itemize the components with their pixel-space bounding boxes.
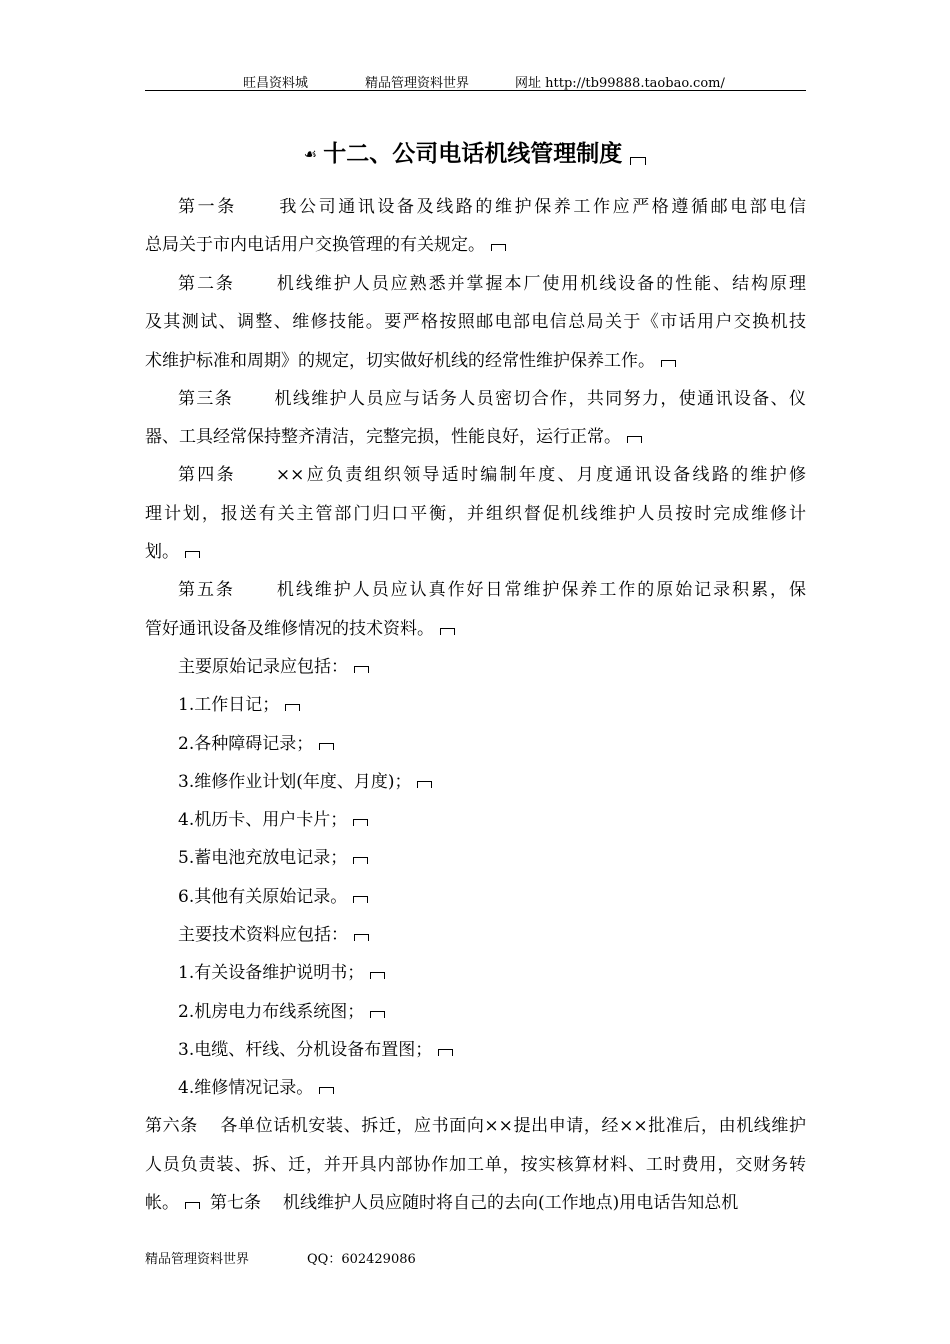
article-4-line-1: 第四条 ××应负责组织领导适时编制年度、月度通讯设备线路的维护修 <box>178 465 806 485</box>
paragraph-mark-icon <box>185 1202 200 1209</box>
header-left: 旺昌资料城 <box>243 76 309 91</box>
list-item: 5.蓄电池充放电记录； <box>178 846 368 870</box>
list-item: 2.各种障碍记录； <box>178 732 334 756</box>
list-item: 4.机历卡、用户卡片； <box>178 808 368 832</box>
article-6-line-2: 人员负责装、拆、迁，并开具内部协作加工单，按实核算材料、工时费用，交财务转 <box>145 1155 806 1175</box>
paragraph-mark-icon <box>354 934 369 941</box>
paragraph-mark-icon <box>370 972 385 979</box>
paragraph-mark-icon <box>440 628 455 635</box>
paragraph-mark-icon <box>627 436 642 443</box>
footer-left: 精品管理资料世界 <box>145 1252 250 1267</box>
paragraph-mark-icon <box>185 551 200 558</box>
paragraph-mark-icon <box>370 1011 385 1018</box>
page-header <box>145 70 806 91</box>
article-5-line-2: 管好通讯设备及维修情况的技术资料。 <box>145 617 455 641</box>
paragraph-mark-icon <box>319 1087 334 1094</box>
paragraph-mark-icon <box>353 819 368 826</box>
article-7-label: 第七条 <box>210 1193 261 1213</box>
article-4-line-2: 理计划，报送有关主管部门归口平衡，并组织督促机线维护人员按时完成维修计 <box>145 504 806 524</box>
list-item: 1.工作日记； <box>178 693 300 717</box>
page-footer <box>145 1248 416 1267</box>
list-item: 4.维修情况记录。 <box>178 1076 334 1100</box>
paragraph-mark-icon <box>319 743 334 750</box>
paragraph-mark-icon <box>417 781 432 788</box>
title-text: 十二、公司电话机线管理制度 <box>323 141 623 167</box>
paragraph-mark-icon <box>285 704 300 711</box>
fleuron-icon: ☙ <box>303 145 318 163</box>
paragraph-mark-icon <box>661 360 676 367</box>
header-middle: 精品管理资料世界 <box>365 76 470 91</box>
paragraph-mark-icon <box>630 157 646 165</box>
page-title <box>0 135 950 168</box>
article-1-line-2: 总局关于市内电话用户交换管理的有关规定。 <box>145 233 506 257</box>
tech-heading: 主要技术资料应包括： <box>178 923 369 947</box>
list-item: 2.机房电力布线系统图； <box>178 1000 385 1024</box>
footer-qq: QQ：602429086 <box>307 1252 416 1267</box>
article-4-line-3: 划。 <box>145 540 200 564</box>
paragraph-mark-icon <box>353 857 368 864</box>
records-heading: 主要原始记录应包括： <box>178 655 369 679</box>
article-3-line-2: 器、工具经常保持整齐清洁，完整完损，性能良好，运行正常。 <box>145 425 642 449</box>
article-7-text: 机线维护人员应随时将自己的去向(工作地点)用电话告知总机 <box>283 1193 739 1213</box>
list-item: 3.电缆、杆线、分机设备布置图； <box>178 1038 453 1062</box>
article-6-line-1: 第六条 各单位话机安装、拆迁，应书面向××提出申请，经××批准后，由机线维护 <box>145 1116 807 1136</box>
article-3-line-1: 第三条 机线维护人员应与话务人员密切合作，共同努力，使通讯设备、仪 <box>178 389 806 409</box>
paragraph-mark-icon <box>354 666 369 673</box>
article-2-line-2: 及其测试、调整、维修技能。要严格按照邮电部电信总局关于《市话用户交换机技 <box>145 312 806 332</box>
article-5-line-1: 第五条 机线维护人员应认真作好日常维护保养工作的原始记录积累，保 <box>178 580 807 600</box>
paragraph-mark-icon <box>438 1049 453 1056</box>
paragraph-mark-icon <box>491 244 506 251</box>
article-2-line-1: 第二条 机线维护人员应熟悉并掌握本厂使用机线设备的性能、结构原理 <box>178 274 807 294</box>
header-url[interactable]: 网址 http://tb99888.taobao.com/ <box>515 76 725 91</box>
list-item: 1.有关设备维护说明书； <box>178 961 385 985</box>
article-2-line-3: 术维护标准和周期》的规定，切实做好机线的经常性维护保养工作。 <box>145 349 676 373</box>
paragraph-mark-icon <box>353 896 368 903</box>
article-1-line-1: 第一条 我公司通讯设备及线路的维护保养工作应严格遵循邮电部电信 <box>178 197 807 217</box>
list-item: 3.维修作业计划(年度、月度)； <box>178 770 432 794</box>
list-item: 6.其他有关原始记录。 <box>178 885 368 909</box>
article-6-line-3: 帐。 第七条 机线维护人员应随时将自己的去向(工作地点)用电话告知总机 <box>145 1193 739 1213</box>
